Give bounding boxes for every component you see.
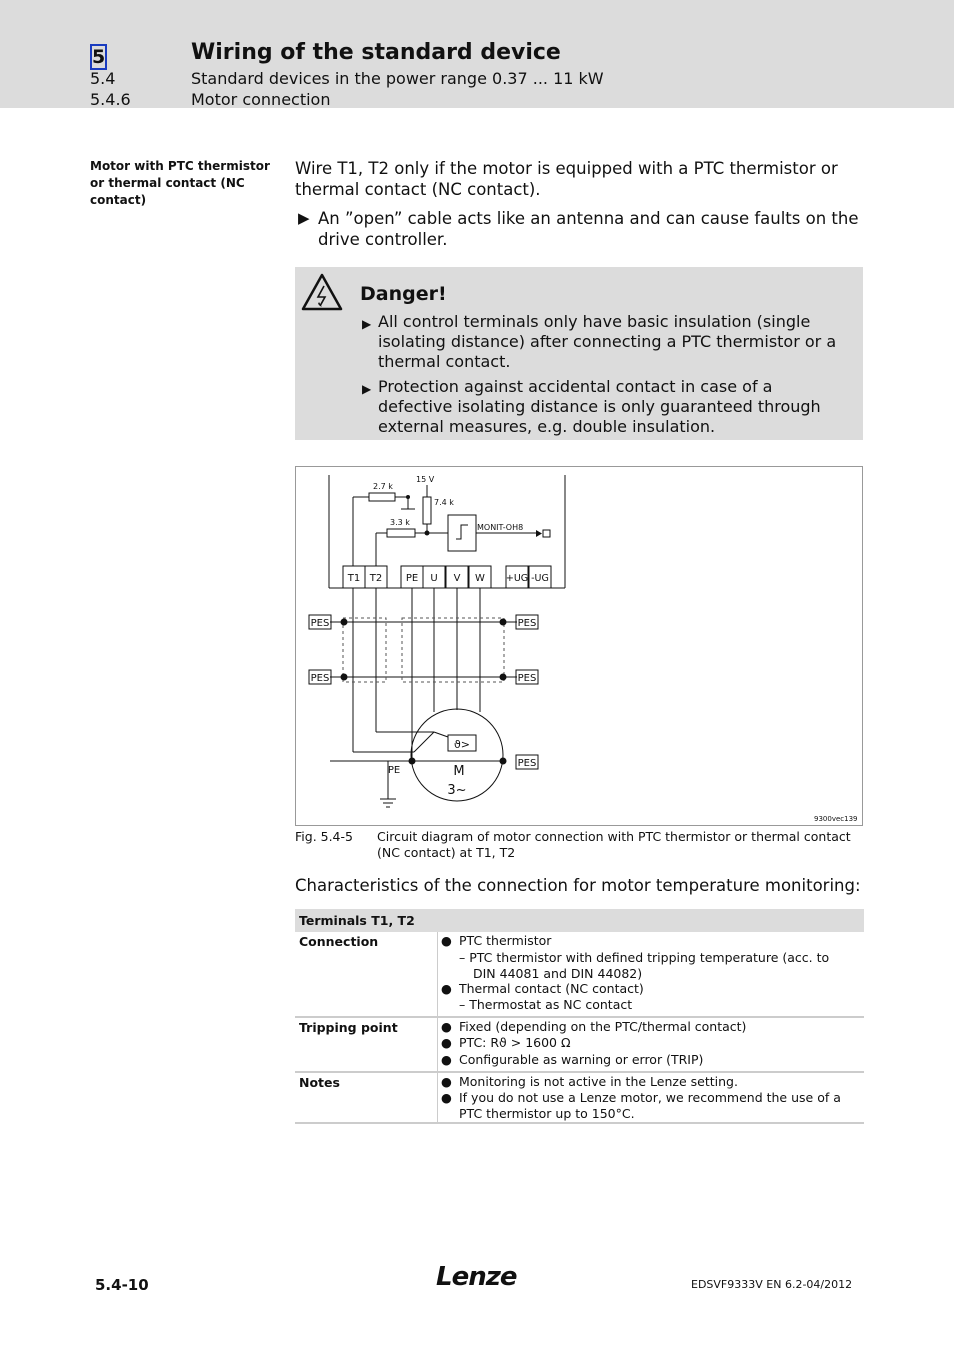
danger-box — [295, 267, 863, 440]
ptc-symbol: ϑ> — [453, 738, 471, 751]
terminal-label: -UG — [531, 573, 549, 584]
table-cell: If you do not use a Lenze motor, we recommend the use of a PTC thermistor up to 150°C. — [459, 1090, 841, 1121]
table-cell: PTC: Rϑ > 1600 Ω — [459, 1035, 571, 1050]
voltage-label: 15 V — [416, 475, 435, 484]
danger-title: Danger! — [360, 283, 447, 305]
section-number: 5.4 — [90, 69, 116, 88]
table-row — [295, 1073, 864, 1124]
document-id: EDSVF9333V EN 6.2-04/2012 — [691, 1278, 853, 1291]
side-label: Motor with PTC thermistor or thermal contact (NC contact) — [90, 159, 270, 207]
table-cell: DIN 44081 and DIN 44082) — [473, 966, 643, 981]
circuit-diagram — [295, 466, 863, 826]
pes-label: PES — [310, 673, 330, 684]
row-label: Tripping point — [299, 1020, 398, 1035]
page-header — [0, 0, 954, 108]
terminal-label: W — [475, 573, 485, 584]
disc-bullet-icon: ● — [441, 1074, 452, 1089]
intro-paragraph: Wire T1, T2 only if the motor is equipped with a PTC thermistor or thermal contact (NC contact). — [295, 159, 838, 199]
page-number: 5.4-10 — [95, 1276, 149, 1294]
lenze-logo: Lenze — [436, 1262, 517, 1292]
terminal-label: T1 — [347, 573, 361, 584]
terminal-label: T2 — [369, 573, 383, 584]
disc-bullet-icon: ● — [441, 1019, 452, 1034]
monitor-label: MONIT-OH8 — [477, 523, 524, 532]
row-label: Notes — [299, 1075, 340, 1090]
table-cell: – PTC thermistor with defined tripping temperature (acc. to — [459, 950, 830, 965]
pes-label: PES — [517, 618, 537, 629]
circuit-diagram-svg — [296, 467, 862, 825]
disc-bullet-icon: ● — [441, 1035, 452, 1050]
terminal-label: +UG — [505, 573, 529, 584]
right-triangle-icon: ▶ — [362, 382, 372, 396]
warning-voltage-icon — [301, 273, 343, 311]
resistor-label: 7.4 k — [434, 498, 454, 507]
subsection-title: Motor connection — [191, 90, 331, 109]
right-triangle-icon: ▶ — [298, 209, 310, 227]
table-cell: Configurable as warning or error (TRIP) — [459, 1052, 704, 1067]
disc-bullet-icon: ● — [441, 933, 452, 948]
subsection-number: 5.4.6 — [90, 90, 131, 109]
motor-phase-label: 3~ — [447, 783, 467, 798]
motor-label: M — [453, 764, 465, 779]
disc-bullet-icon: ● — [441, 1052, 452, 1067]
section-title: Standard devices in the power range 0.37 ... 11 kW — [191, 69, 604, 88]
chapter-title: Wiring of the standard device — [191, 40, 561, 65]
figure-caption: Circuit diagram of motor connection with PTC thermistor or thermal contact (NC contact) at T1, T2 — [377, 829, 851, 860]
pes-label: PES — [517, 673, 537, 684]
resistor-label: 2.7 k — [373, 482, 393, 491]
disc-bullet-icon: ● — [441, 1090, 452, 1105]
table-cell: – Thermostat as NC contact — [459, 997, 633, 1012]
table-cell: Monitoring is not active in the Lenze setting. — [459, 1074, 738, 1089]
terminal-label: U — [430, 573, 438, 584]
danger-item: Protection against accidental contact in case of a defective isolating distance is only guaranteed through external measures, e.g. double insulation. — [378, 377, 821, 436]
characteristics-table — [295, 909, 864, 1124]
diagram-code: 9300vec139 — [814, 815, 858, 823]
figure-number: Fig. 5.4-5 — [295, 829, 353, 844]
row-label: Connection — [299, 934, 379, 949]
resistor-label: 3.3 k — [390, 518, 410, 527]
terminal-label: V — [453, 573, 461, 584]
table-row — [295, 1018, 864, 1073]
note-paragraph: An ”open” cable acts like an antenna and can cause faults on the drive controller. — [318, 209, 859, 249]
danger-item: All control terminals only have basic insulation (single isolating distance) after connecting a PTC thermistor or a thermal contact. — [378, 312, 837, 371]
pe-label: PE — [387, 765, 401, 776]
pes-label: PES — [310, 618, 330, 629]
right-triangle-icon: ▶ — [362, 317, 372, 331]
table-row — [295, 932, 864, 1018]
table-header: Terminals T1, T2 — [295, 909, 864, 932]
table-cell: PTC thermistor — [459, 933, 552, 948]
table-cell: Fixed (depending on the PTC/thermal contact) — [459, 1019, 747, 1034]
chapter-number: 5 — [92, 46, 106, 68]
terminal-label: PE — [405, 573, 419, 584]
pes-label: PES — [517, 758, 537, 769]
disc-bullet-icon: ● — [441, 981, 452, 996]
characteristics-title: Characteristics of the connection for motor temperature monitoring: — [295, 876, 861, 895]
table-cell: Thermal contact (NC contact) — [459, 981, 644, 996]
